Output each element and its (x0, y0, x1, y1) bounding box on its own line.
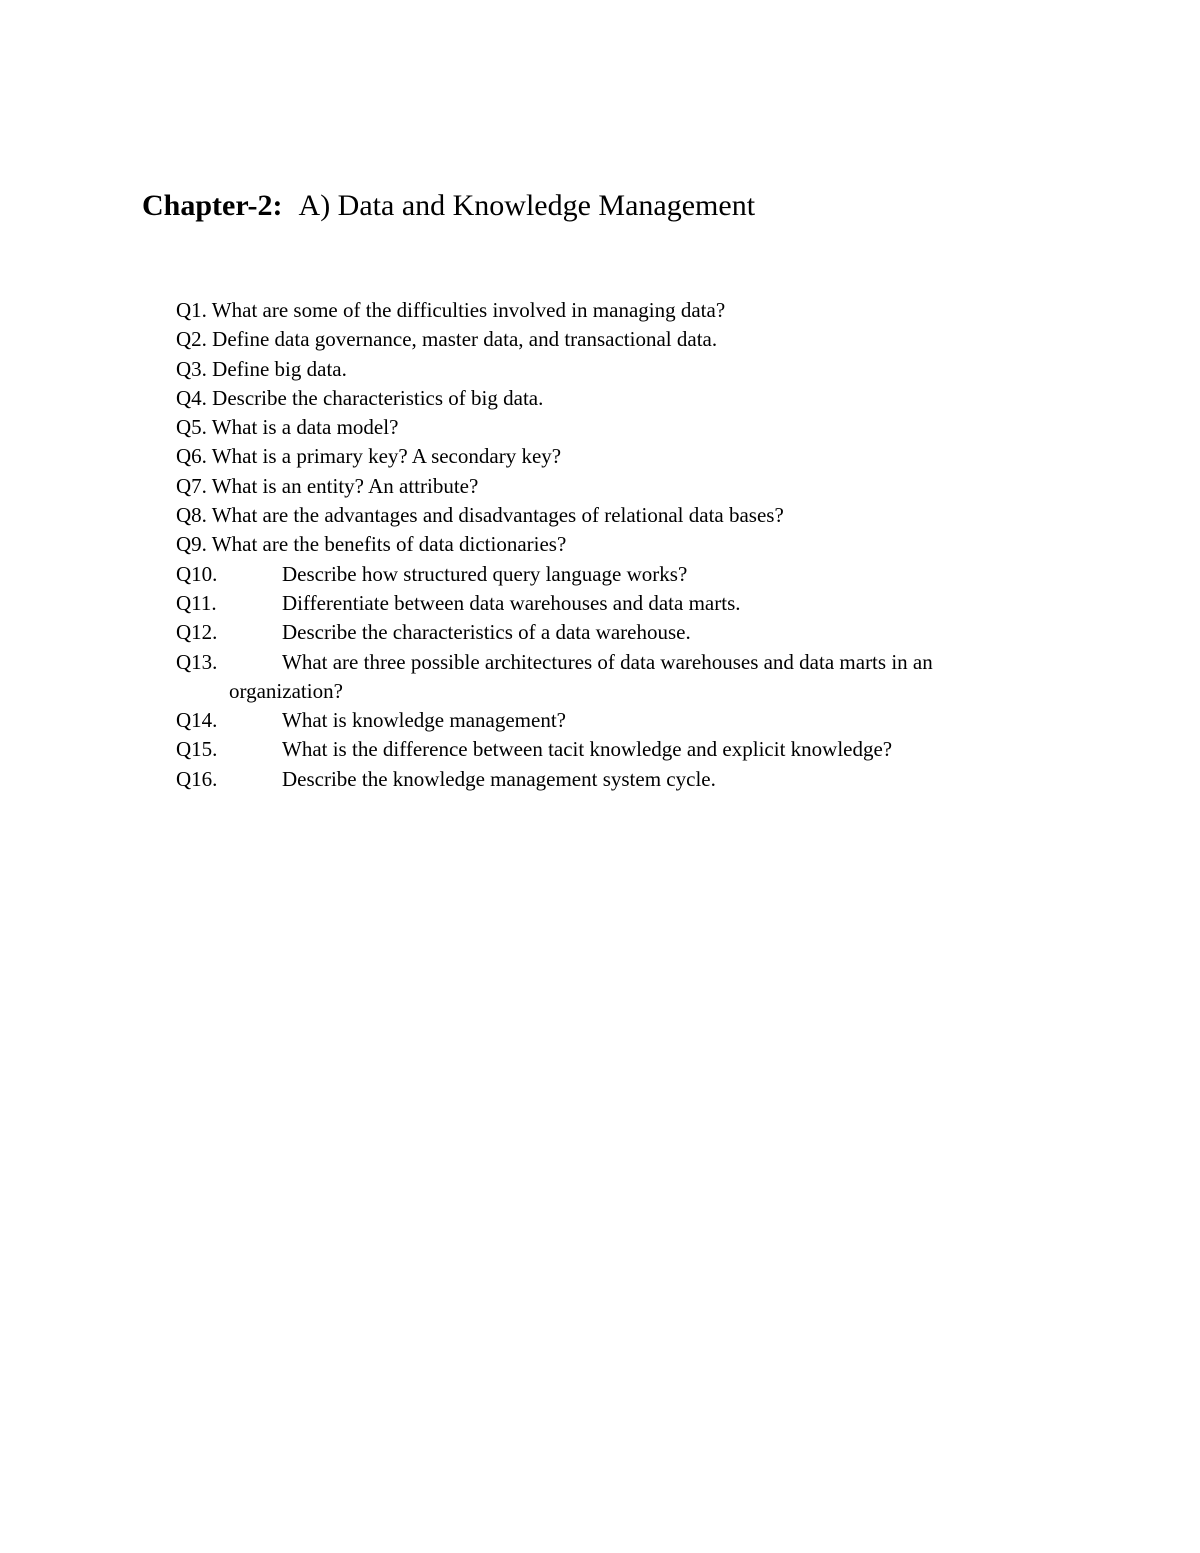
question-item (176, 384, 1056, 413)
chapter-title: A) Data and Knowledge Management (298, 189, 756, 222)
question-item (176, 560, 1056, 589)
question-text: What is a primary key? A secondary key? (211, 444, 562, 469)
question-item (176, 735, 1056, 764)
question-item (176, 501, 1056, 530)
question-item (176, 413, 1056, 442)
question-text: Differentiate between data warehouses and data marts. (282, 590, 741, 615)
question-number: Q3. (176, 356, 207, 381)
question-number: Q1. (176, 298, 207, 322)
chapter-heading (142, 186, 755, 226)
question-item (176, 296, 1056, 325)
question-text: What are three possible architectures of data warehouses and data marts in an (282, 649, 933, 674)
question-number: Q11. (176, 590, 217, 615)
question-number: Q13. (176, 649, 218, 674)
question-text: Describe the characteristics of big data. (212, 385, 544, 410)
question-number: Q14. (176, 708, 218, 733)
question-text: What is the difference between tacit knowledge and explicit knowledge? (282, 737, 893, 762)
question-text: What are some of the difficulties involved in managing data? (211, 298, 726, 322)
question-item (176, 648, 1056, 707)
question-number: Q16. (176, 766, 218, 791)
question-text: Describe the characteristics of a data warehouse. (282, 620, 691, 645)
question-number: Q10. (176, 561, 218, 586)
question-item (176, 472, 1056, 501)
question-item (176, 589, 1056, 618)
question-item (176, 325, 1056, 354)
question-text: Define big data. (212, 356, 347, 381)
question-text: What are the advantages and disadvantages of relational data bases? (211, 503, 784, 528)
question-text: What is a data model? (211, 415, 399, 440)
question-number: Q15. (176, 737, 218, 762)
question-text: What are the benefits of data dictionaries? (211, 532, 567, 557)
question-text: Define data governance, master data, and transactional data. (212, 327, 718, 352)
question-text: Describe the knowledge management system cycle. (282, 766, 716, 791)
question-item (176, 765, 1056, 794)
question-number: Q5. (176, 415, 207, 440)
question-number: Q7. (176, 473, 207, 498)
question-text-continuation: organization? (229, 678, 343, 703)
question-number: Q2. (176, 327, 207, 352)
question-text: What is knowledge management? (282, 708, 566, 733)
chapter-label: Chapter-2: (142, 189, 283, 222)
question-item (176, 355, 1056, 384)
question-text: What is an entity? An attribute? (211, 473, 479, 498)
question-item (176, 442, 1056, 471)
question-number: Q8. (176, 503, 207, 528)
question-text: Describe how structured query language works? (282, 561, 688, 586)
question-number: Q12. (176, 620, 218, 645)
question-item (176, 618, 1056, 647)
question-item (176, 706, 1056, 735)
question-number: Q4. (176, 385, 207, 410)
question-list (176, 296, 1056, 794)
question-item (176, 530, 1056, 559)
question-number: Q6. (176, 444, 207, 469)
question-number: Q9. (176, 532, 207, 557)
